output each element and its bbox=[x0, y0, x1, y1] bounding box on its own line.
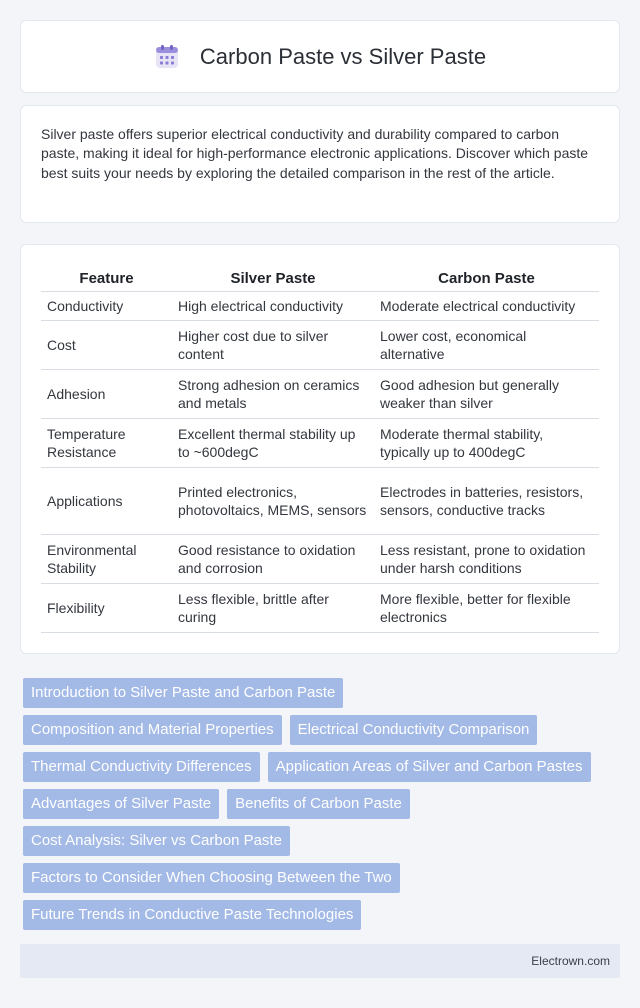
footer bbox=[20, 944, 620, 978]
calendar-icon bbox=[154, 44, 180, 70]
table-row bbox=[41, 418, 599, 467]
table-row bbox=[41, 320, 599, 369]
topic-link-introduction[interactable]: Introduction to Silver Paste and Carbon Paste bbox=[23, 678, 343, 708]
page-title: Carbon Paste vs Silver Paste bbox=[199, 43, 487, 69]
table-cell: Flexibility bbox=[41, 583, 172, 632]
topic-link-electrical-conductivity[interactable]: Electrical Conductivity Comparison bbox=[290, 715, 538, 745]
column-header-silver-paste: Silver Paste bbox=[172, 263, 374, 291]
table-cell: Moderate electrical conductivity bbox=[374, 291, 599, 320]
table-cell: Printed electronics, photovoltaics, MEMS, sensors bbox=[172, 467, 374, 534]
topic-link-advantages-silver[interactable]: Advantages of Silver Paste bbox=[23, 789, 219, 819]
table-cell: Temperature Resistance bbox=[41, 418, 172, 467]
table-cell: Excellent thermal stability up to ~600degC bbox=[172, 418, 374, 467]
table-row bbox=[41, 534, 599, 583]
topic-link-application-areas[interactable]: Application Areas of Silver and Carbon Pastes bbox=[268, 752, 591, 782]
intro-card bbox=[20, 105, 620, 223]
table-cell: Good adhesion but generally weaker than silver bbox=[374, 369, 599, 418]
column-header-carbon-paste: Carbon Paste bbox=[374, 263, 599, 291]
comparison-table bbox=[41, 263, 599, 633]
topic-link-factors[interactable]: Factors to Consider When Choosing Between the Two bbox=[23, 863, 400, 893]
table-cell: Strong adhesion on ceramics and metals bbox=[172, 369, 374, 418]
table-row bbox=[41, 369, 599, 418]
topic-link-future-trends[interactable]: Future Trends in Conductive Paste Technologies bbox=[23, 900, 361, 930]
column-header-feature: Feature bbox=[41, 263, 172, 291]
table-cell: Electrodes in batteries, resistors, sensors, conductive tracks bbox=[374, 467, 599, 534]
table-cell: Lower cost, economical alternative bbox=[374, 320, 599, 369]
table-row bbox=[41, 291, 599, 320]
table-cell: More flexible, better for flexible electronics bbox=[374, 583, 599, 632]
table-cell: Less resistant, prone to oxidation under harsh conditions bbox=[374, 534, 599, 583]
topic-link-benefits-carbon[interactable]: Benefits of Carbon Paste bbox=[227, 789, 410, 819]
header-card bbox=[20, 20, 620, 93]
table-cell: Less flexible, brittle after curing bbox=[172, 583, 374, 632]
table-cell: Environmental Stability bbox=[41, 534, 172, 583]
table-cell: Cost bbox=[41, 320, 172, 369]
topic-link-thermal-conductivity[interactable]: Thermal Conductivity Differences bbox=[23, 752, 260, 782]
table-cell: Conductivity bbox=[41, 291, 172, 320]
table-cell: Higher cost due to silver content bbox=[172, 320, 374, 369]
table-row bbox=[41, 467, 599, 534]
topic-links bbox=[23, 678, 603, 930]
topic-link-composition[interactable]: Composition and Material Properties bbox=[23, 715, 282, 745]
table-cell: High electrical conductivity bbox=[172, 291, 374, 320]
intro-text: Silver paste offers superior electrical conductivity and durability compared to carbon paste, making it ideal for high-performance electronic applications. Discover which paste best suits your needs by exploring the detailed comparison in the rest of the article. bbox=[41, 126, 589, 181]
table-row bbox=[41, 583, 599, 632]
footer-site-name: Electrown.com bbox=[531, 954, 610, 968]
table-cell: Moderate thermal stability, typically up to 400degC bbox=[374, 418, 599, 467]
comparison-table-card bbox=[20, 244, 620, 654]
table-cell: Adhesion bbox=[41, 369, 172, 418]
topic-link-cost-analysis[interactable]: Cost Analysis: Silver vs Carbon Paste bbox=[23, 826, 290, 856]
table-cell: Good resistance to oxidation and corrosion bbox=[172, 534, 374, 583]
table-cell: Applications bbox=[41, 467, 172, 534]
table-header-row bbox=[41, 263, 599, 291]
